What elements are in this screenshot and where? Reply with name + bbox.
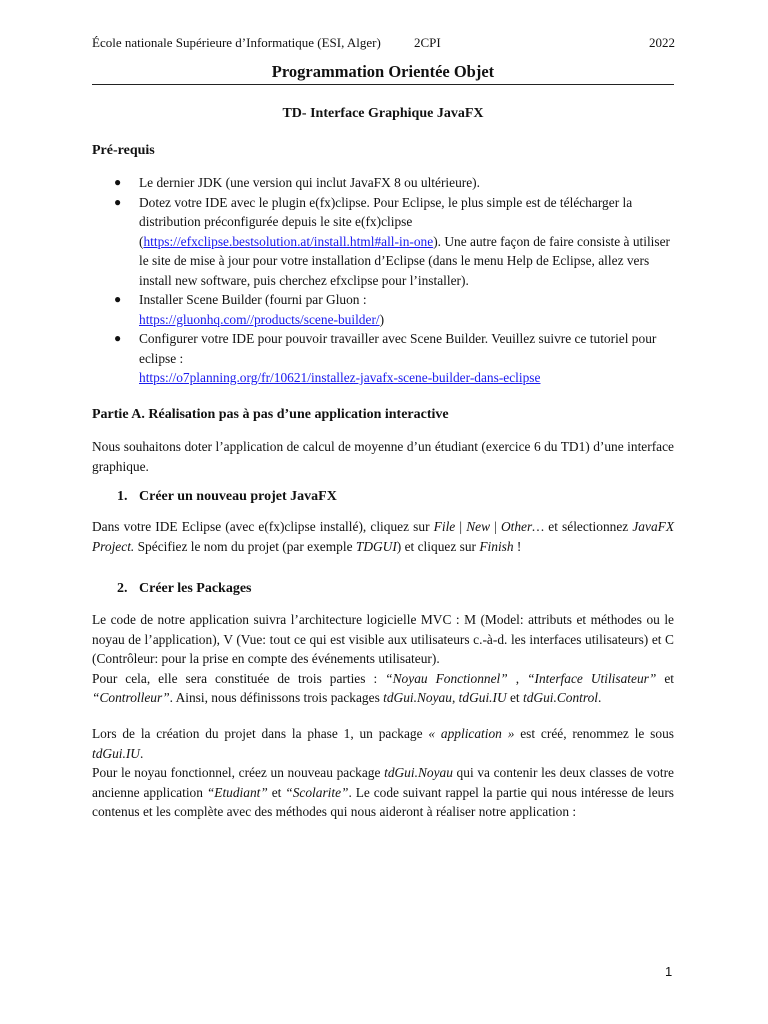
step2-etudiant: “Etudiant” (206, 784, 268, 800)
step2-interface: “Interface Utilisateur” (527, 670, 657, 686)
step2-p4 (92, 763, 674, 822)
step2-scolarite: “Scolarite” (285, 784, 349, 800)
step2-paragraph-2 (92, 724, 674, 822)
step2-paragraph (92, 610, 674, 708)
partA-intro-text: Nous souhaitons doter l’application de calcul de moyenne d’un étudiant (exercice 6 du TD1) d’une interface graphique. (92, 439, 674, 474)
step2-title: Créer les Packages (139, 581, 252, 596)
step1-title: Créer un nouveau projet JavaFX (139, 489, 337, 504)
page-subtitle: TD- Interface Graphique JavaFX (282, 106, 484, 121)
step2-p2-e: , (451, 690, 459, 705)
step1-finish: Finish (479, 538, 514, 554)
step2-p2-f: et (506, 690, 523, 705)
prerequis-item-jdk: Le dernier JDK (une version qui inclut JavaFX 8 ou ultérieure). (139, 175, 480, 190)
page-title: Programmation Orientée Objet (92, 62, 674, 85)
step2-pkg1: tdGui.Noyau (383, 690, 452, 705)
step2-p3 (92, 724, 674, 763)
header-level: 2CPI (414, 35, 441, 50)
bullet-icon: ● (114, 175, 122, 189)
o7planning-link[interactable]: https://o7planning.org/fr/10621/installez-javafx-scene-builder-dans-eclipse (139, 370, 541, 385)
step1-file: File (433, 519, 456, 534)
step1-text-a: Dans votre IDE Eclipse (avec e(fx)clipse installé), cliquez sur (92, 519, 434, 534)
step2-heading (117, 579, 251, 599)
gluon-link[interactable]: https://gluonhq.com//products/scene-builder/ (139, 311, 380, 327)
step2-pkg3: tdGui.Control (523, 690, 599, 705)
prerequis-item-efxclipse-a: Dotez votre IDE avec le plugin e(fx)clipse. Pour Eclipse, le plus simple est de télécharger la distribution préconfigurée depuis le site e(fx)clipse ( (139, 194, 633, 249)
prerequis-list (92, 173, 674, 388)
step2-p3-pkg: tdGui.IU (92, 745, 140, 761)
bullet-icon: ● (114, 194, 122, 209)
step2-p2-c: et (656, 670, 674, 686)
list-item (92, 173, 674, 193)
list-item (92, 329, 674, 388)
step1-sep1: | (455, 519, 467, 534)
step2-p1: Le code de notre application suivra l’architecture logicielle MVC : M (Model: attributs et méthodes ou le noyau de l’application), V (Vue: tout ce qui est visible aux utilisateurs c.-à-d. les interfaces utilisateurs) et C (Contrôleur: pour la prise en compte des événements utilisateur). (92, 612, 674, 666)
step1-text-c: Spécifiez le nom du projet (par exemple (134, 538, 356, 554)
step2-p3-c: . (139, 745, 144, 761)
prerequis-item-scenebuilder-b: ) (379, 311, 385, 327)
step1-text (92, 517, 674, 556)
page-number: 1 (665, 964, 673, 979)
step2-controlleur: “Controlleur” (92, 690, 170, 705)
header-school: École nationale Supérieure d’Informatique (ESI, Alger) (92, 35, 381, 50)
list-item (92, 290, 674, 329)
efxclipse-link[interactable]: https://efxclipse.bestsolution.at/install.html#all-in-one (143, 233, 434, 249)
step1-javafx: JavaFX Project. (92, 519, 674, 554)
step1-text-d: ) et cliquez sur (396, 538, 480, 554)
step2-p2-g: . (598, 690, 602, 705)
step2-p2-b: , (507, 670, 528, 686)
step2-p4-c: et (267, 784, 286, 800)
step2-pkg2: tdGui.IU (458, 690, 507, 705)
step1-paragraph (92, 517, 674, 556)
step1-heading (117, 487, 337, 507)
bullet-icon: ● (114, 331, 122, 345)
step1-number: 1. (117, 489, 128, 504)
prerequis-heading: Pré-requis (92, 143, 155, 158)
partA-intro (92, 437, 674, 476)
step2-p3-a: Lors de la création du projet dans la phase 1, un package (92, 726, 429, 741)
step1-tdgui: TDGUI (355, 538, 397, 554)
prerequis-item-scenebuilder-a: Installer Scene Builder (fourni par Gluon : (139, 292, 367, 307)
partA-heading: Partie A. Réalisation pas à pas d’une application interactive (92, 407, 449, 422)
step2-application: « application » (428, 726, 515, 741)
prerequis-item-efxclipse-b: ). Une autre façon de faire consiste à utiliser le site de mise à jour pour votre installation d’Eclipse (dans le menu Help de Eclipse, allez vers install new software, puis cherchez efxclipse pour l’installer). (139, 233, 671, 288)
step1-sep2: | (490, 519, 501, 534)
step1-text-e: ! (513, 538, 522, 554)
step1-other: Other… (500, 519, 545, 534)
step2-p2-d: . Ainsi, nous définissons trois packages (169, 690, 384, 705)
step1-text-b: et sélectionnez (544, 519, 633, 534)
list-item (92, 193, 674, 291)
step2-p4-a: Pour le noyau fonctionnel, créez un nouveau package (92, 765, 385, 780)
step2-number: 2. (117, 581, 128, 596)
step2-p4-d: . Le code suivant rappel la partie qui nous intéresse de leurs contenus et les complète avec des méthodes qui nous aideront à réaliser notre application : (92, 784, 674, 819)
step2-p2 (92, 669, 674, 708)
step2-p4-b: qui va contenir les deux classes de votre ancienne application (92, 765, 674, 800)
step2-p3-b: est créé, renommez le sous (514, 726, 674, 741)
step2-p4-pkg: tdGui.Noyau (384, 765, 453, 780)
step1-new: New (466, 519, 491, 534)
bullet-icon: ● (114, 292, 122, 306)
step2-noyau: “Noyau Fonctionnel” (385, 670, 508, 686)
prerequis-item-configure: Configurer votre IDE pour pouvoir travailler avec Scene Builder. Veuillez suivre ce tutoriel pour eclipse : (139, 331, 657, 366)
step2-p2-a: Pour cela, elle sera constituée de trois parties : (92, 670, 386, 686)
header-year: 2022 (649, 35, 675, 50)
